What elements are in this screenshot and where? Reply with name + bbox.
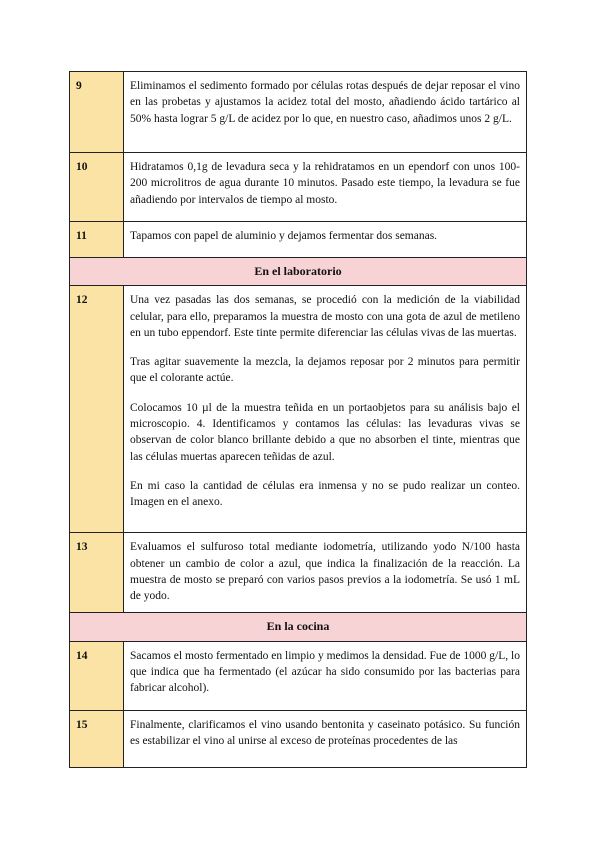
table-row bbox=[70, 153, 527, 222]
step-description bbox=[124, 222, 527, 258]
procedure-table bbox=[69, 71, 527, 768]
step-paragraph: Tapamos con papel de aluminio y dejamos fermentar dos semanas. bbox=[130, 230, 438, 242]
step-number: 15 bbox=[70, 710, 124, 767]
step-description bbox=[124, 533, 527, 613]
step-number: 10 bbox=[70, 153, 124, 222]
table-row bbox=[70, 222, 527, 258]
step-number: 13 bbox=[70, 533, 124, 613]
step-description bbox=[124, 72, 527, 153]
step-paragraph: Finalmente, clarificamos el vino usando bentonita y caseinato potásico. Su función es estabilizar el vino al unirse al exceso de proteínas procedentes de las bbox=[130, 718, 520, 748]
step-paragraph: Hidratamos 0,1g de levadura seca y la rehidratamos en un ependorf con unos 100-200 microlitros de agua durante 10 minutos. Pasado este tiempo, la levadura se fue añadiendo por intervalos de tiempo al mosto. bbox=[130, 161, 520, 206]
table-row bbox=[70, 72, 527, 153]
table-row bbox=[70, 641, 527, 710]
step-number: 9 bbox=[70, 72, 124, 153]
step-paragraph: Colocamos 10 µl de la muestra teñida en un portaobjetos para su análisis bajo el microscopio. 4. Identificamos y contamos las células: las levaduras vivas se observan de color blanco brillante debido a que no absorben el tinte, mientras que las células muertas aparecen teñidas de azul. bbox=[130, 401, 520, 463]
table-row bbox=[70, 286, 527, 533]
step-description bbox=[124, 710, 527, 767]
step-paragraph: Tras agitar suavemente la mezcla, la dejamos reposar por 2 minutos para permitir que el colorante actúe. bbox=[130, 356, 520, 385]
table-row bbox=[70, 533, 527, 613]
step-paragraph: Eliminamos el sedimento formado por células rotas después de dejar reposar el vino en las probetas y ajustamos la acidez total del mosto, añadiendo ácido tartárico al 50% hasta lograr 5 g/L de acidez por lo que, en nuestro caso, añadimos unos 2 g/L. bbox=[130, 80, 520, 125]
step-number: 11 bbox=[70, 222, 124, 258]
step-description bbox=[124, 286, 527, 533]
table-row bbox=[70, 710, 527, 767]
step-paragraph: En mi caso la cantidad de células era inmensa y no se pudo realizar un conteo. Imagen en el anexo. bbox=[130, 479, 520, 509]
step-paragraph: Sacamos el mosto fermentado en limpio y medimos la densidad. Fue de 1000 g/L, lo que indica que ha fermentado (el azúcar ha sido consumido por las bacterias para fabricar alcohol). bbox=[130, 649, 520, 695]
section-title-cocina: En la cocina bbox=[70, 613, 527, 641]
step-number: 14 bbox=[70, 641, 124, 710]
step-paragraph: Evaluamos el sulfuroso total mediante iodometría, utilizando yodo N/100 hasta obtener un cambio de color a azul, que indica la finalización de la reacción. La muestra de mosto se preparó con varios pasos previos a la iodometría. Se usó 1 mL de yodo. bbox=[130, 541, 520, 603]
section-header-row bbox=[70, 258, 527, 286]
section-header-row bbox=[70, 613, 527, 641]
section-title-laboratorio: En el laboratorio bbox=[70, 258, 527, 286]
step-description bbox=[124, 641, 527, 710]
step-description bbox=[124, 153, 527, 222]
step-paragraph: Una vez pasadas las dos semanas, se procedió con la medición de la viabilidad celular, para ello, preparamos la muestra de mosto con una gota de azul de metileno en un tubo eppendorf. Este tinte permite diferenciar las células vivas de las muertas. bbox=[130, 294, 520, 339]
step-number: 12 bbox=[70, 286, 124, 533]
step-text-clip bbox=[130, 717, 520, 759]
